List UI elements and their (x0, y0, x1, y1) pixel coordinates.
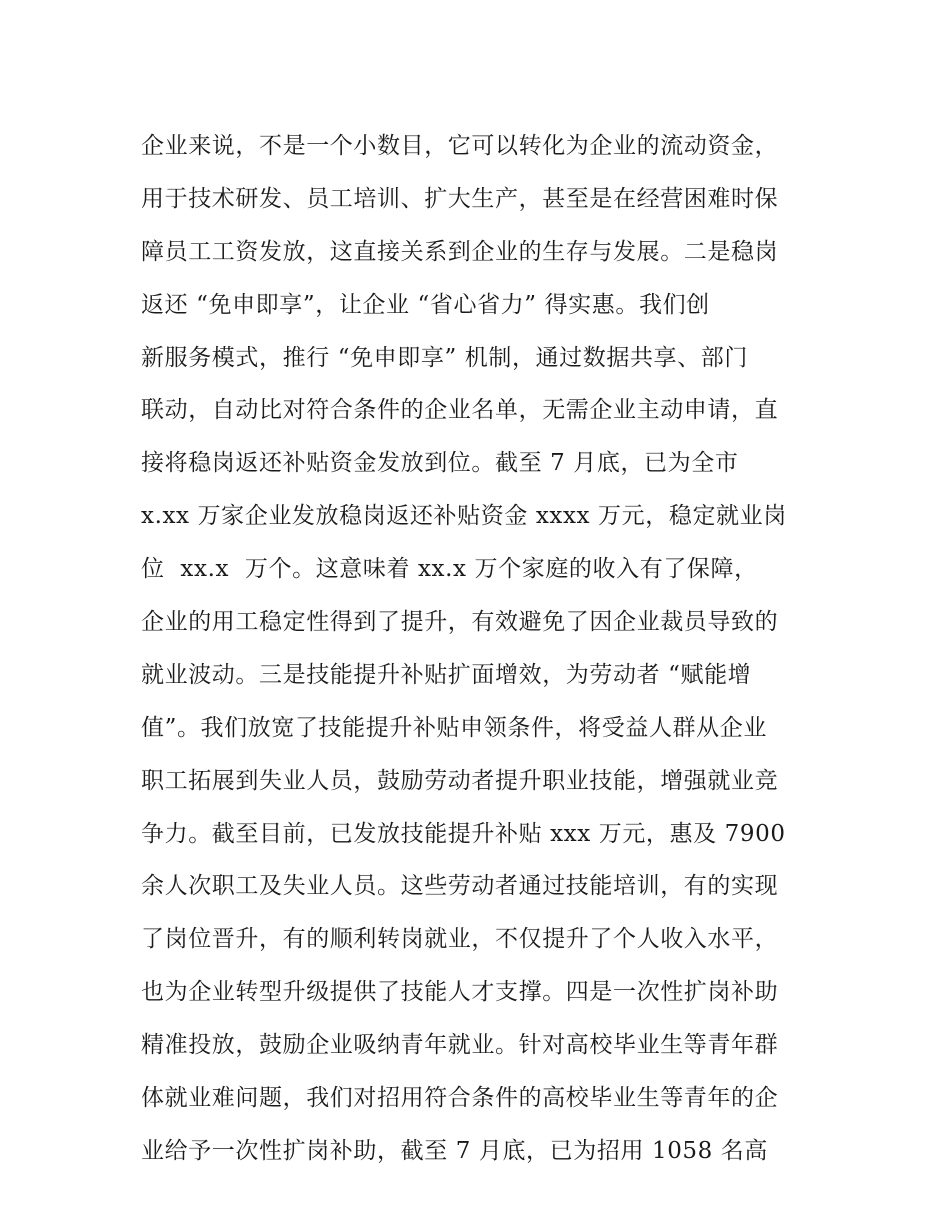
text-line-3: 障员工工资发放，这直接关系到企业的生存与发展。二是稳岗 (141, 238, 779, 265)
text-line-7: 接将稳岗返还补贴资金发放到位。截至 7 月底，已为全市 (141, 450, 739, 477)
text-line-4: 返还 “免申即享”，让企业 “省心省力” 得实惠。我们创 (141, 291, 710, 318)
text-line-13: 职工拓展到失业人员，鼓励劳动者提升职业技能，增强就业竞 (141, 767, 779, 794)
text-line-16: 了岗位晋升，有的顺利转岗就业，不仅提升了个人收入水平， (141, 926, 779, 953)
text-line-15: 余人次职工及失业人员。这些劳动者通过技能培训，有的实现 (141, 873, 779, 900)
text-line-10: 企业的用工稳定性得到了提升，有效避免了因企业裁员导致的 (141, 609, 779, 636)
text-line-5: 新服务模式，推行 “免申即享” 机制，通过数据共享、部门 (141, 344, 748, 371)
text-line-17: 也为企业转型升级提供了技能人才支撑。四是一次性扩岗补助 (141, 979, 779, 1006)
text-line-12: 值”。我们放宽了技能提升补贴申领条件，将受益人群从企业 (141, 714, 767, 741)
text-line-20: 业给予一次性扩岗补助，截至 7 月底，已为招用 1058 名高 (141, 1137, 769, 1164)
text-line-11: 就业波动。三是技能提升补贴扩面增效，为劳动者 “赋能增 (141, 661, 752, 688)
text-line-14: 争力。截至目前，已发放技能提升补贴 xxx 万元，惠及 7900 (141, 820, 786, 847)
text-line-18: 精准投放，鼓励企业吸纳青年就业。针对高校毕业生等青年群 (141, 1032, 779, 1059)
text-line-9: 位 xx.x 万个。这意味着 xx.x 万个家庭的收入有了保障， (141, 556, 758, 583)
text-line-6: 联动，自动比对符合条件的企业名单，无需企业主动申请，直 (141, 397, 779, 424)
text-line-8: x.xx 万家企业发放稳岗返还补贴资金 xxxx 万元，稳定就业岗 (141, 503, 787, 530)
text-line-19: 体就业难问题，我们对招用符合条件的高校毕业生等青年的企 (141, 1085, 779, 1112)
body-paragraph (141, 120, 831, 1178)
text-line-1: 企业来说，不是一个小数目，它可以转化为企业的流动资金， (141, 133, 779, 159)
text-line-2: 用于技术研发、员工培训、扩大生产，甚至是在经营困难时保 (141, 185, 779, 212)
